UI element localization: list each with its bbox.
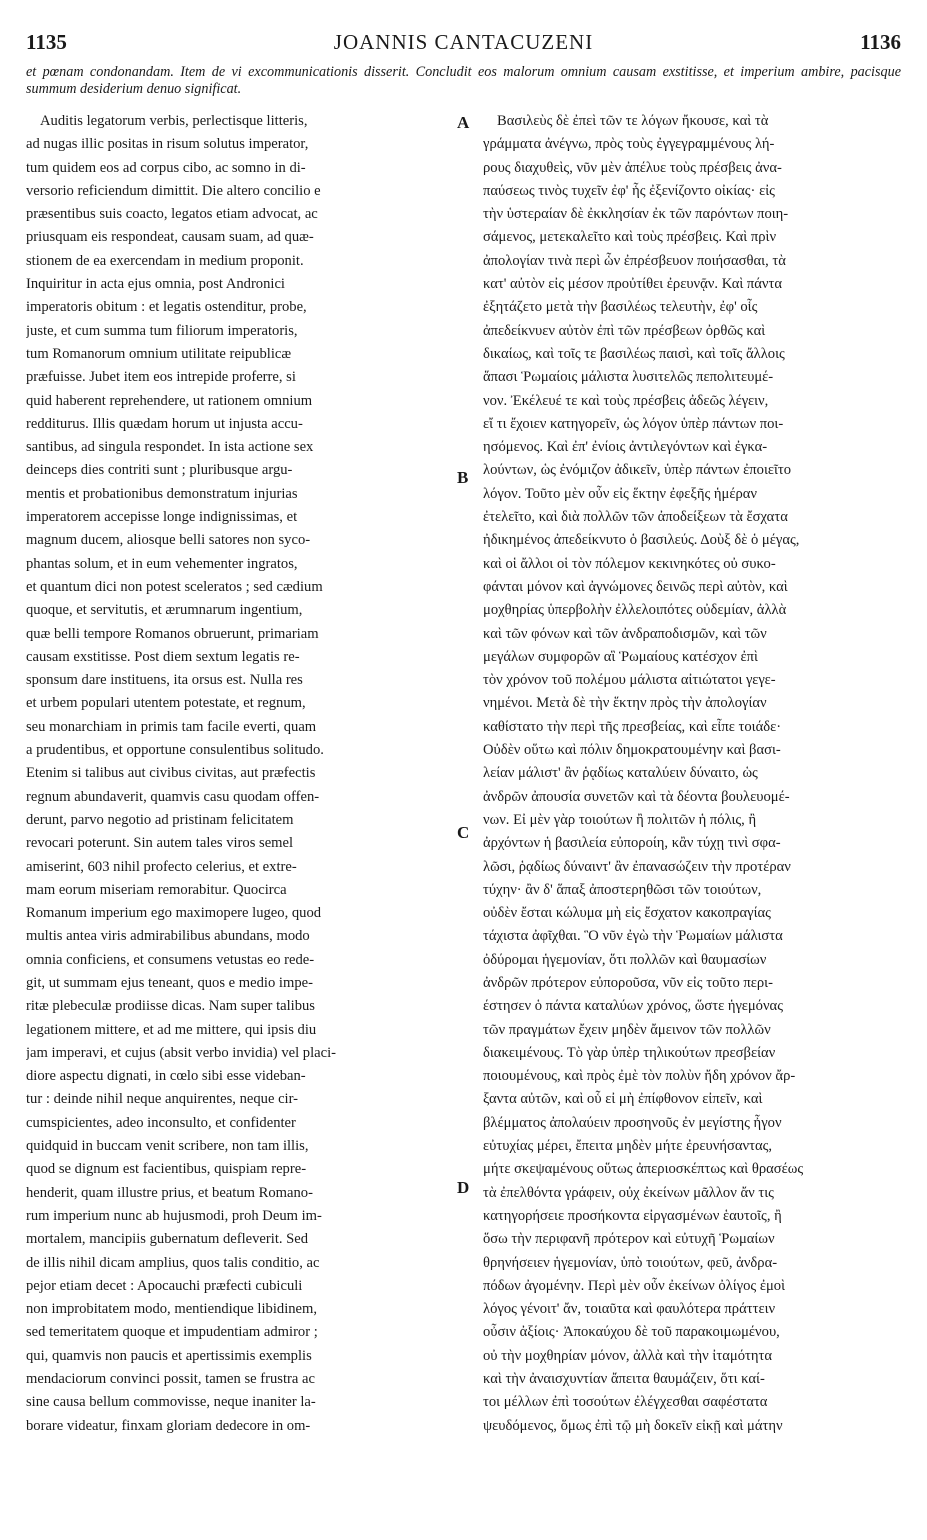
greek-text-line: λούντων, ὡς ἐνόμιζον ἀδικεῖν, ὑπὲρ πάντων ἐποιεῖτο bbox=[483, 462, 792, 479]
page-number-left: 1135 bbox=[26, 30, 67, 54]
latin-text-line: quod se dignum est facientibus, quispiam repre- bbox=[26, 1161, 307, 1178]
latin-text-line: tum quidem eos ad corpus cibo, ac somno in di- bbox=[26, 159, 306, 176]
greek-text-line: νων. Εἰ μὲν γὰρ τοιούτων ἢ πολιτῶν ἡ πόλις, ἢ bbox=[483, 811, 757, 828]
latin-text-line: revocari poterunt. Sin autem tales viros semel bbox=[26, 835, 294, 852]
greek-text-line: ποιουμένους, καὶ πρὸς ἐμὲ τὸν πολὺν ἤδη χρόνον ἄρ- bbox=[483, 1068, 796, 1085]
greek-text-line: νημένοι. Μετὰ δὲ τὴν ἕκτην πρὸς τὴν ἀπολογίαν bbox=[483, 695, 767, 712]
greek-text-line: κατηγορήσειε προσήκοντα εἰργασμένων ἑαυτοῖς, ἢ bbox=[483, 1207, 782, 1224]
latin-text-line: stionem de ea exercendam in medium proponit. bbox=[26, 252, 304, 269]
latin-text-line: mortalem, mancipiis gubernatum defleverit. Sed bbox=[26, 1231, 309, 1248]
greek-text-line: ἀπολογίαν τινὰ περὶ ὧν ἐπρέσβευον ποιήσασθαι, τὰ bbox=[483, 252, 786, 269]
greek-text-line: λόγον. Τοῦτο μὲν οὖν εἰς ἕκτην ἐφεξῆς ἡμέραν bbox=[483, 485, 758, 502]
margin-marker-c: C bbox=[457, 823, 470, 842]
running-title: JOANNIS CANTACUZENI bbox=[333, 30, 594, 54]
greek-text-line: δικαίως, καὶ τοῖς τε βασιλέως παισὶ, καὶ τοῖς ἄλλοις bbox=[483, 345, 785, 362]
greek-text-line: τοι μέλλων ἐπὶ τοσούτων ἐλέγχεσθαι σαφέστατα bbox=[483, 1394, 768, 1411]
greek-text-line: μοχθηρίας ὑπερβολὴν ἐλλελοιπότες οὐδεμίαν, ἀλλὰ bbox=[483, 602, 787, 619]
latin-text-line: multis antea viris admirabilibus abundans, modo bbox=[26, 928, 310, 945]
greek-text-line: καὶ οἱ ἄλλοι οἱ τὸν πόλεμον κεκινηκότες οὐ συκο- bbox=[483, 555, 776, 572]
greek-text-line: κατ' αὐτὸν εἰς μέσον προὐτίθει ἐρευνᾷν. Καὶ πάντα bbox=[483, 276, 783, 293]
latin-text-line: imperatorem accepisse longe indignissimas, et bbox=[26, 509, 298, 526]
latin-text-line: omnia conficiens, et consumens vetustas eo rede- bbox=[26, 951, 315, 968]
greek-text-line: τὴν ὑστεραίαν δὲ ἐκκλησίαν ἐκ τῶν παρόντων ποιη- bbox=[483, 206, 789, 223]
greek-text-line: ρους διαχυθεὶς, νῦν μὲν ἀπέλυε τοὺς πρέσβεις ἀνα- bbox=[483, 159, 782, 176]
greek-text-line: μεγάλων συμφορῶν αἳ Ῥωμαίους κατέσχον ἐπὶ bbox=[483, 648, 758, 665]
latin-text-line: borare videatur, finxam gloriam dedecore in om- bbox=[26, 1417, 311, 1434]
greek-text-line: λόγος γένοιτ' ἄν, τοιαῦτα καὶ φαυλότερα πράττειν bbox=[483, 1301, 776, 1318]
greek-text-line: ἠδικημένος ἀπεδείκνυτο ὁ βασιλεύς. Δοὺξ δὲ ὁ μέγας, bbox=[483, 532, 800, 549]
greek-text-line: ἀπεδείκνυεν αὐτὸν ἐπὶ τῶν πρέσβεων ὀρθῶς καὶ bbox=[483, 322, 766, 339]
greek-text-line: παύσεως τινὸς τυχεῖν ἐφ' ἧς ἐξενίζοντο οἰκίας· εἰς bbox=[483, 182, 775, 199]
greek-text-line: ξαντα αὐτῶν, καὶ οὗ εἰ μὴ ἐπίφθονον εἰπεῖν, καὶ bbox=[483, 1091, 763, 1108]
latin-text-line: phantas solum, et in eum vehementer ingratos, bbox=[26, 555, 298, 572]
latin-text-line: priusquam eis respondeat, causam suam, ad quæ- bbox=[26, 229, 314, 246]
latin-text-line: rum imperium nunc ab hujusmodi, proh Deum im- bbox=[26, 1207, 322, 1224]
greek-text-line: ἀρχόντων ἡ βασιλεία εὐποροίη, κἂν τύχῃ τινὶ σφα- bbox=[483, 835, 781, 852]
latin-column bbox=[26, 110, 454, 1438]
greek-text-line: τύχην· ἂν δ' ἅπαξ ἀποστερηθῶσι τῶν τοιούτων, bbox=[483, 881, 762, 898]
latin-text-line: præsentibus suis coacto, legatos etiam advocat, ac bbox=[26, 206, 318, 223]
greek-text-line: καὶ τὴν ἀναισχυντίαν ἄπειτα θαυμάζειν, ὅτι καί- bbox=[483, 1371, 765, 1388]
greek-text-line: νον. Ἐκέλευέ τε καὶ τοὺς πρέσβεις ἀδεῶς λέγειν, bbox=[483, 392, 769, 409]
latin-text-line: legationem mittere, et ad me mittere, qui ipsis diu bbox=[26, 1021, 317, 1038]
greek-text-line: καὶ τῶν φόνων καὶ τῶν ἀνδραποδισμῶν, καὶ τῶν bbox=[483, 625, 767, 642]
greek-text-line: διακειμένους. Τὸ γὰρ ὑπὲρ τηλικούτων πρεσβείαν bbox=[483, 1044, 776, 1061]
latin-text-line: diore aspectu dignati, in cœlo sibi esse videban- bbox=[26, 1068, 306, 1085]
greek-text-line: τάχιστα ἀφῖχθαι. Ὃ νῦν ἐγὼ τὴν Ῥωμαίων μάλιστα bbox=[483, 928, 783, 945]
greek-text-line: ἀνδρῶν ἀπουσία συνετῶν καὶ τὰ δέοντα βουλευομέ- bbox=[483, 788, 790, 805]
latin-text-line: magnum ducem, aliosque belli satores non syco- bbox=[26, 532, 311, 549]
latin-text-line: ad nugas illic positas in risum solutus imperator, bbox=[26, 136, 309, 153]
greek-text-line: Βασιλεὺς δὲ ἐπεὶ τῶν τε λόγων ἤκουσε, καὶ τὰ bbox=[497, 113, 769, 129]
latin-text-line: quid haberent reprehendere, ut rationem omnium bbox=[26, 392, 313, 409]
greek-text-line: ὅσω τὴν περιφανῆ πρότερον καὶ εὐτυχῆ Ῥωμαίων bbox=[483, 1231, 775, 1248]
margin-marker-b: B bbox=[457, 468, 469, 487]
latin-text-line: sine causa bellum commovisse, neque inaniter la- bbox=[26, 1394, 316, 1411]
latin-text-line: qui, quamvis non paucis et apertissimis exemplis bbox=[26, 1347, 312, 1364]
chapter-summary: et pœnam condonandam. Item de vi excommunicationis disserit. Concludit eos malorum omnium causam exstitisse, et imperium ambire, pacisque summum desiderium denuo significat. bbox=[26, 64, 901, 97]
latin-text-line: de illis nihil dicam amplius, quos talis conditio, ac bbox=[26, 1254, 320, 1271]
greek-text-line: τῶν πραγμάτων ἔχειν μηδὲν ἄμεινον τῶν πολλῶν bbox=[483, 1021, 771, 1038]
latin-text-line: Etenim si talibus aut civibus civitas, aut præfectis bbox=[26, 765, 316, 782]
greek-text-line: θρηνήσειεν ἡγεμονίαν, ὑπὸ τοιούτων, φεῦ, ἀνδρα- bbox=[483, 1254, 778, 1271]
latin-text-line: Romanum imperium ego maximopere lugeo, quod bbox=[26, 905, 322, 922]
latin-text-line: mentis et probationibus demonstratum injurias bbox=[26, 485, 298, 502]
latin-text-line: quæ belli tempore Romanos obruerunt, primariam bbox=[26, 625, 319, 642]
latin-text-line: ritæ plebeculæ prodiisse dicas. Nam super talibus bbox=[26, 998, 315, 1015]
latin-text-line: imperatoris obitum : et legatis ostenditur, probe, bbox=[26, 299, 307, 316]
latin-text-line: versorio reficiendum dimittit. Die altero concilio e bbox=[26, 182, 321, 199]
latin-text-line: jam imperavi, et cujus (absit verbo invidia) vel placi- bbox=[26, 1044, 337, 1061]
latin-text-line: henderit, quam illustre prius, et beatum Romano- bbox=[26, 1184, 313, 1201]
latin-text-line: causam exstitisse. Post diem sextum legatis re- bbox=[26, 648, 300, 665]
greek-column bbox=[483, 110, 903, 1438]
greek-text-line: τὸν χρόνον τοῦ πολέμου μάλιστα αἰτιώτατοι γεγε- bbox=[483, 672, 776, 689]
greek-text-line: λῶσι, ῥᾳδίως δύναιντ' ἂν ἐπανασώζειν τὴν προτέραν bbox=[483, 858, 791, 875]
greek-text-line: καθίστατο τὴν περὶ τῆς πρεσβείας, καὶ εἶπε τοιάδε· bbox=[483, 718, 782, 735]
latin-text-line: Auditis legatorum verbis, perlectisque litteris, bbox=[40, 113, 308, 129]
greek-text-line: Οὐδὲν οὕτω καὶ πόλιν δημοκρατουμένην καὶ βασι- bbox=[483, 742, 781, 759]
latin-text-line: Inquiritur in acta ejus omnia, post Andronici bbox=[26, 276, 285, 293]
greek-text-line: τὰ ἐπελθόντα γράφειν, οὐχ ἐκείνων μᾶλλον ἄν τις bbox=[483, 1184, 774, 1201]
latin-text-line: regnum abundaverit, quamvis casu quodam offen- bbox=[26, 788, 320, 805]
greek-text-line: λείαν μάλιστ' ἂν ῥᾳδίως καταλύειν δύναιτο, ὡς bbox=[483, 765, 758, 782]
greek-text-line: φάνται μόνον καὶ ἀγνώμονες δεινῶς περὶ αὐτὸν, καὶ bbox=[483, 578, 788, 595]
latin-text-line: præfuisse. Jubet item eos intrepide proferre, si bbox=[26, 369, 296, 386]
greek-text-line: έστησεν ὁ πάντα καταλύων χρόνος, ὥστε ἡγεμόνας bbox=[483, 998, 783, 1015]
latin-text-line: cumspicientes, adeo inconsulto, et confidenter bbox=[26, 1114, 296, 1131]
latin-text-line: et quantum dici non potest sceleratos ; sed cædium bbox=[26, 578, 323, 595]
latin-text-line: santibus, ad singula respondet. In ista actione sex bbox=[26, 439, 314, 456]
latin-text-line: juste, et cum summa tum filiorum imperatoris, bbox=[26, 322, 298, 339]
latin-text-line: deinceps dies contriti sunt ; pluribusque argu- bbox=[26, 462, 293, 479]
page-number-right: 1136 bbox=[860, 30, 901, 54]
latin-text-line: mendaciorum convinci possit, tamen se frustra ac bbox=[26, 1371, 315, 1388]
latin-text-line: derunt, parvo negotio ad pristinam felicitatem bbox=[26, 811, 294, 828]
greek-text-line: ψευδόμενος, ὅμως ἐπὶ τῷ μὴ δοκεῖν εἰκῇ καὶ μάτην bbox=[483, 1417, 783, 1434]
greek-text-line: γράμματα ἀνέγνω, πρὸς τοὺς ἐγγεγραμμένους λή- bbox=[483, 136, 775, 153]
greek-text-line: οὐ τὴν μοχθηρίαν μόνον, ἀλλὰ καὶ τὴν ἰταμότητα bbox=[483, 1347, 772, 1364]
latin-text-line: a prudentibus, et opportune consulentibus solitudo. bbox=[26, 742, 324, 759]
greek-text-line: εὐτυχίας μέρει, ἔπειτα μηδὲν μήτε ἐρευνήσαντας, bbox=[483, 1138, 773, 1155]
greek-text-line: ἐξητάζετο μετὰ τὴν βασιλέως τελευτὴν, ἐφ' οἷς bbox=[483, 299, 758, 316]
running-header bbox=[26, 30, 901, 60]
greek-text-line: οὐδὲν ἔσται κώλυμα μὴ εἰς ἔσχατον κακοπραγίας bbox=[483, 905, 771, 922]
latin-text-line: sponsum dare instituens, ita orsus est. Nulla res bbox=[26, 672, 303, 689]
greek-text-line: ἀνδρῶν πρότερον εὐποροῦσα, νῦν εἰς τοῦτο περι- bbox=[483, 974, 773, 991]
greek-text-line: εἴ τι ἔχοιεν κατηγορεῖν, ὡς λόγον ὑπὲρ πάντων ποι- bbox=[483, 415, 784, 432]
latin-text-line: tum Romanorum omnium utilitate reipublicæ bbox=[26, 345, 292, 362]
greek-text-line: ἐτελεῖτο, καὶ διὰ πολλῶν τῶν ἀποδείξεων τὰ ἔσχατα bbox=[483, 509, 788, 526]
greek-text-line: βλέμματος ἀπολαύειν προσηνοῦς ἐν μεγίστης ἦγον bbox=[483, 1114, 782, 1131]
greek-text-line: μήτε σκεψαμένους οὕτως ἀπεριοσκέπτως καὶ θρασέως bbox=[483, 1161, 804, 1178]
latin-text-line: amiserint, 603 nihil profecto celerius, et extre- bbox=[26, 858, 297, 875]
margin-marker-a: A bbox=[457, 113, 470, 132]
latin-text-line: quidquid in buccam venit scribere, non tam illis, bbox=[26, 1138, 309, 1155]
greek-text-line: οὖσιν ἀξίοις· Ἀποκαύχου δὲ τοῦ παρακοιμωμένου, bbox=[483, 1324, 780, 1341]
greek-text-line: σάμενος, μετεκαλεῖτο καὶ τοὺς πρέσβεις. Καὶ πρὶν bbox=[483, 229, 777, 246]
latin-text-line: et urbem populari utentem potestate, et regnum, bbox=[26, 695, 306, 712]
latin-text-line: pejor etiam decet : Apocauchi præfecti cubiculi bbox=[26, 1277, 303, 1294]
latin-text-line: sed temeritatem quoque et impudentiam admiror ; bbox=[26, 1324, 318, 1341]
margin-marker-d: D bbox=[457, 1178, 470, 1197]
latin-text-line: quoque, et servitutis, et ærumnarum ingentium, bbox=[26, 602, 303, 619]
greek-text-line: ησόμενος. Καὶ ἐπ' ἐνίοις ἀντιλεγόντων καὶ ἐγκα- bbox=[483, 439, 768, 456]
latin-text-line: mam eorum miseriam remorabitur. Quocirca bbox=[26, 881, 287, 898]
latin-text-line: seu monarchiam in primis tam facile everti, quam bbox=[26, 718, 317, 735]
greek-text-line: ἅπασι Ῥωμαίοις μάλιστα λυσιτελῶς πεπολιτευμέ- bbox=[483, 369, 774, 386]
latin-text-line: redditurus. Illis quædam horum ut injusta accu- bbox=[26, 415, 303, 432]
latin-text-line: tur : deinde nihil neque anquirentes, neque cir- bbox=[26, 1091, 299, 1108]
greek-text-line: ὀδύρομαι ἡγεμονίαν, ὅτι πολλῶν καὶ θαυμασίων bbox=[483, 951, 767, 968]
latin-text-line: non improbitatem modo, mentiendique libidinem, bbox=[26, 1301, 318, 1318]
latin-text-line: git, ut summam ejus teneant, quos e medio impe- bbox=[26, 974, 313, 991]
greek-text-line: πόδων ἀγομένην. Περὶ μὲν οὖν ἐκείνων ὀλίγος ἐμοὶ bbox=[483, 1277, 785, 1294]
